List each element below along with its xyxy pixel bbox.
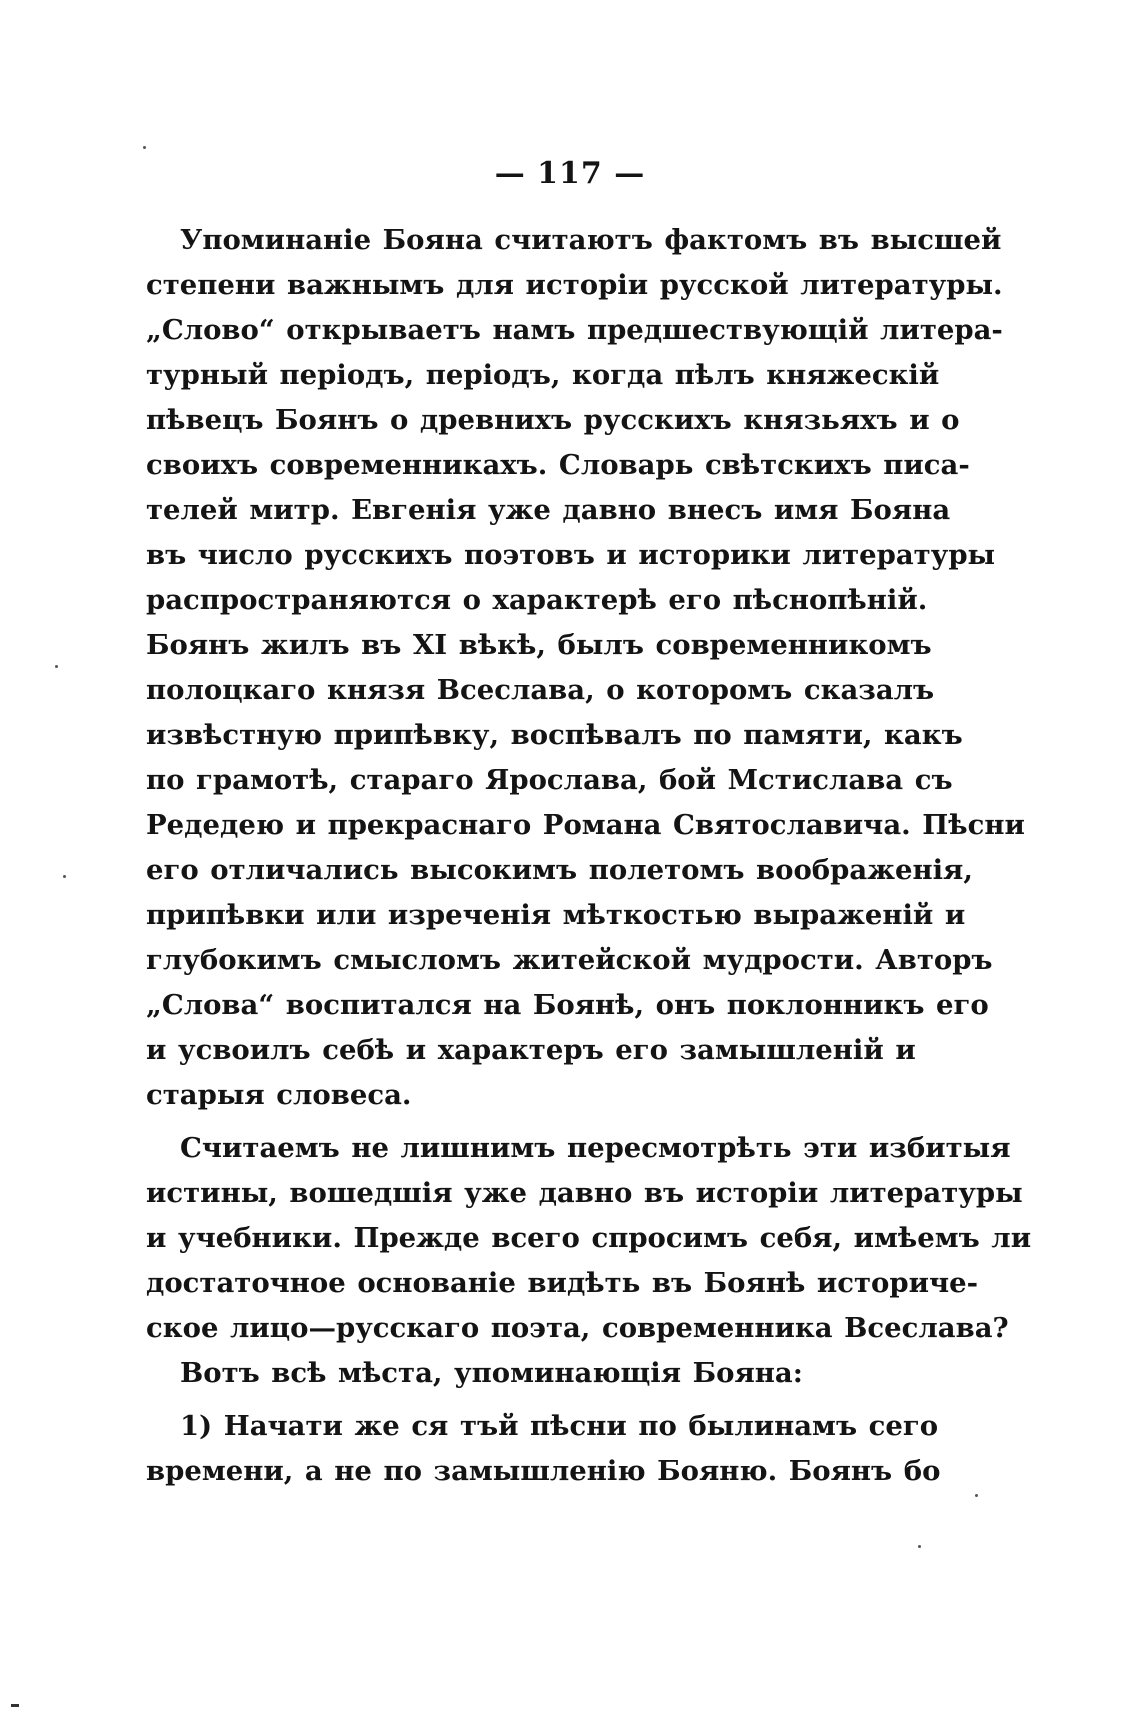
text-line: турный періодъ, періодъ, когда пѣлъ княжескій (146, 359, 940, 391)
text-line: припѣвки или изреченія мѣткостью выраженій и (146, 899, 966, 931)
scan-speck (63, 875, 66, 878)
scan-corner-mark (11, 1704, 19, 1707)
scan-speck (975, 1494, 978, 1497)
text-line: извѣстную припѣвку, воспѣвалъ по памяти, какъ (146, 719, 963, 751)
text-line: Вотъ всѣ мѣста, упоминающія Бояна: (180, 1357, 803, 1389)
text-line: и учебники. Прежде всего спросимъ себя, имѣемъ ли (146, 1222, 1032, 1254)
text-line: старыя словеса. (146, 1079, 412, 1111)
scan-speck (55, 665, 58, 668)
text-line: истины, вошедшія уже давно въ исторіи литературы (146, 1177, 1023, 1209)
text-line: пѣвецъ Боянъ о древнихъ русскихъ князьяхъ и о (146, 404, 960, 436)
text-line: въ число русскихъ поэтовъ и историки литературы (146, 539, 996, 571)
page-number: — 117 — (494, 156, 646, 191)
text-line: времени, а не по замышленію Бояню. Боянъ бо (146, 1455, 941, 1487)
text-line: и усвоилъ себѣ и характеръ его замышленій и (146, 1034, 916, 1066)
text-line: глубокимъ смысломъ житейской мудрости. Авторъ (146, 944, 993, 976)
body-text (146, 218, 1032, 1494)
text-line: 1) Начати же ся тъй пѣсни по былинамъ сего (180, 1410, 939, 1442)
text-line: телей митр. Евгенія уже давно внесъ имя Бояна (146, 494, 951, 526)
text-line: по грамотѣ, стараго Ярослава, бой Мстислава съ (146, 764, 953, 796)
text-line: „Слово“ открываетъ намъ предшествующій литера- (146, 314, 1003, 346)
text-line: ское лицо—русскаго поэта, современника Всеслава? (146, 1312, 1009, 1344)
scan-speck (143, 146, 146, 149)
text-line: его отличались высокимъ полетомъ воображенія, (146, 854, 973, 886)
text-line: степени важнымъ для исторіи русской литературы. (146, 269, 1003, 301)
text-line: полоцкаго князя Всеслава, о которомъ сказалъ (146, 674, 935, 706)
text-line: Редедею и прекраснаго Романа Святославича. Пѣсни (146, 809, 1025, 841)
text-line: Упоминаніе Бояна считаютъ фактомъ въ высшей (180, 224, 1002, 256)
scan-speck (918, 1545, 921, 1548)
text-line: Считаемъ не лишнимъ пересмотрѣть эти избитыя (180, 1132, 1011, 1164)
text-line: Боянъ жилъ въ XI вѣкѣ, былъ современникомъ (146, 629, 932, 661)
text-line: своихъ современникахъ. Словарь свѣтскихъ писа- (146, 449, 970, 481)
text-line: распространяются о характерѣ его пѣснопѣній. (146, 584, 928, 616)
text-line: „Слова“ воспитался на Боянѣ, онъ поклонникъ его (146, 989, 989, 1021)
text-line: достаточное основаніе видѣть въ Боянѣ историче- (146, 1267, 979, 1299)
